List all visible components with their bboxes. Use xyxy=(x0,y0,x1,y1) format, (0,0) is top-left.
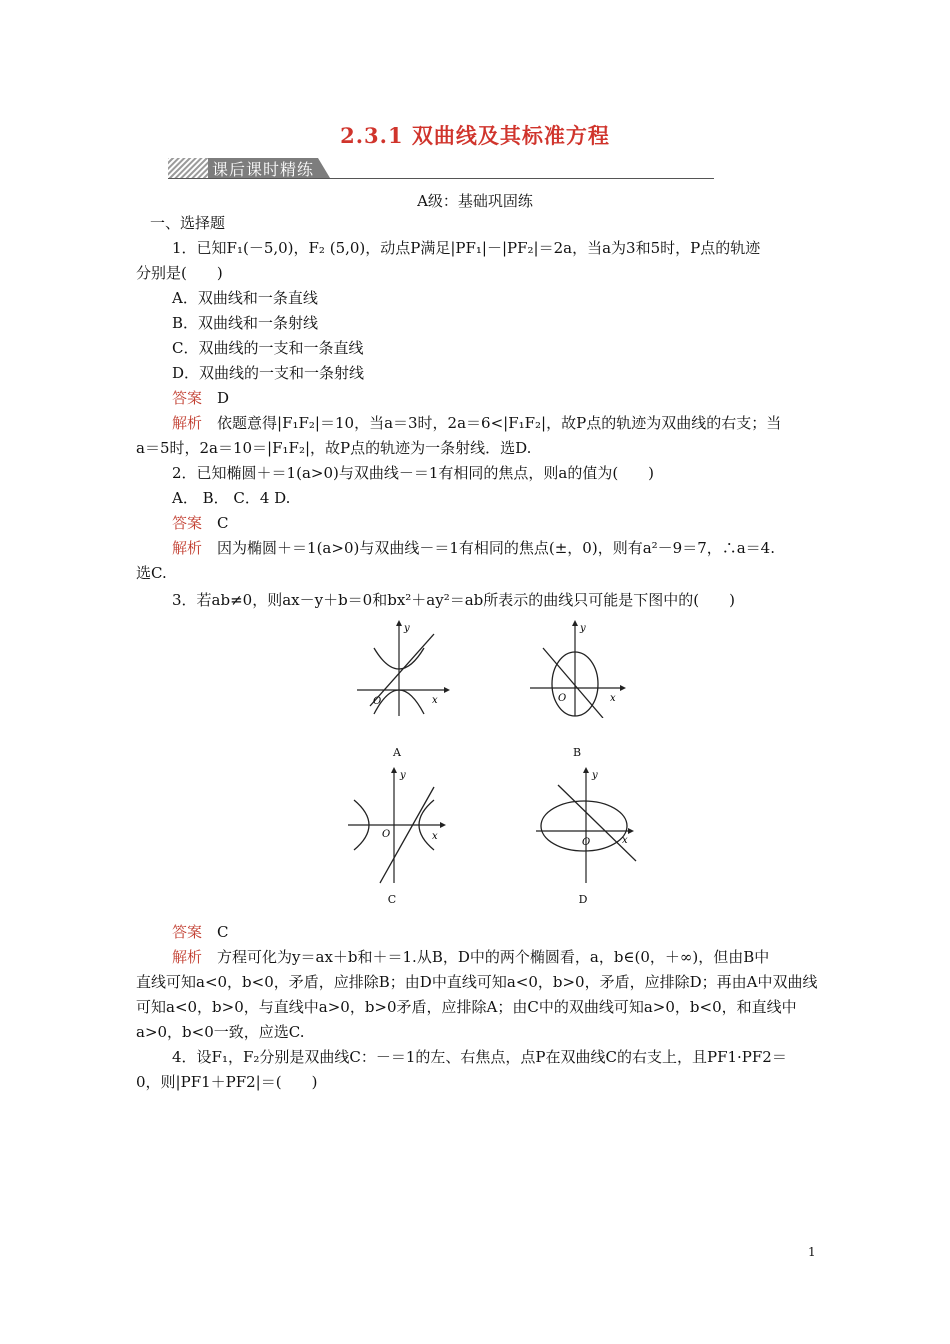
figure-c-label: C xyxy=(387,893,397,906)
svg-text:O: O xyxy=(558,693,567,704)
figure-a-label: A xyxy=(393,746,401,759)
q1-option-d: D．双曲线的一支和一条射线 xyxy=(172,364,365,382)
q3-stem: 3．若ab≠0，则ax－y＋b＝0和bx²＋ay²＝ab所表示的曲线只可能是下图中的( ) xyxy=(172,591,735,609)
q1-analysis: 解析 依题意得|F₁F₂|＝10，当a＝3时，2a＝6<|F₁F₂|，故P点的轨迹为双曲线的右支；当 xyxy=(172,414,782,432)
q3-analysis: 解析 方程可化为y＝ax＋b和＋＝1.从B，D中的两个椭圆看，a，b∈(0，＋∞)，但由B中 xyxy=(172,948,770,966)
banner-label: 课后课时精练 xyxy=(212,160,315,179)
figure-b-label: B xyxy=(572,746,582,759)
q1-option-a: A．双曲线和一条直线 xyxy=(172,289,318,307)
figure-a-origin-label: O xyxy=(373,696,382,707)
svg-text:x: x xyxy=(622,835,628,846)
q4-stem: 4．设F₁，F₂分别是双曲线C：－＝1的左、右焦点，点P在双曲线C的右支上，且PF1·PF2＝ xyxy=(172,1048,787,1066)
figure-c-hyperbola-graph xyxy=(344,765,454,885)
figure-a-hyperbola-graph xyxy=(352,618,452,718)
q1-option-c: C．双曲线的一支和一条直线 xyxy=(172,339,364,357)
answer-label: 答案 xyxy=(172,389,203,407)
figure-a-x-label: x xyxy=(432,695,438,706)
q1-option-b: B．双曲线和一条射线 xyxy=(172,314,319,332)
q3-analysis-cont-1: 直线可知a<0，b<0，矛盾，应排除B；由D中直线可知a<0，b>0，矛盾，应排除D；再由A中双曲线 xyxy=(136,973,818,991)
q4-stem-cont: 0，则|PF1＋PF2|＝( ) xyxy=(136,1073,318,1091)
q2-answer: 答案 C xyxy=(172,514,229,532)
q3-analysis-cont-2: 可知a<0，b>0，与直线中a>0，b>0矛盾，应排除A；由C中的双曲线可知a>0，b<0，和直线中 xyxy=(136,998,797,1016)
q2-options: A． B． C．4 D. xyxy=(172,489,291,507)
svg-text:x: x xyxy=(432,831,438,842)
figure-a-y-label: y xyxy=(404,623,410,634)
figure-d-ellipse-graph xyxy=(532,765,642,885)
figure-b-ellipse-graph xyxy=(528,618,628,718)
q1-analysis-cont: a＝5时，2a＝10＝|F₁F₂|，故P点的轨迹为一条射线．选D. xyxy=(136,439,532,457)
svg-text:y: y xyxy=(592,770,598,781)
section-heading: 一、选择题 xyxy=(150,214,226,232)
q1-answer: 答案 D xyxy=(172,389,230,407)
svg-text:O: O xyxy=(582,837,591,848)
q2-stem: 2．已知椭圆＋＝1(a>0)与双曲线－＝1有相同的焦点，则a的值为( ) xyxy=(172,464,655,482)
svg-text:O: O xyxy=(382,829,391,840)
svg-text:y: y xyxy=(580,623,586,634)
q3-answer: 答案 C xyxy=(172,923,229,941)
page-number: 1 xyxy=(808,1245,816,1259)
svg-text:y: y xyxy=(400,770,406,781)
q2-analysis: 解析 因为椭圆＋＝1(a>0)与双曲线－＝1有相同的焦点(±，0)，则有a²－9＝7，∴a＝4. xyxy=(172,539,775,557)
level-heading: A级：基础巩固练 xyxy=(417,192,533,210)
q1-stem-cont: 分别是( ) xyxy=(136,264,223,282)
q2-analysis-cont: 选C. xyxy=(136,564,167,582)
q1-stem: 1．已知F₁(－5,0)，F₂ (5,0)，动点P满足|PF₁|－|PF₂|＝2a，当a为3和5时，P点的轨迹 xyxy=(172,239,761,257)
q3-analysis-cont-3: a>0，b<0一致，应选C. xyxy=(136,1023,305,1041)
analysis-label: 解析 xyxy=(172,414,203,432)
page-title: 2.3.1 双曲线及其标准方程 xyxy=(340,123,610,148)
figure-d-label: D xyxy=(578,893,588,906)
svg-text:x: x xyxy=(610,693,616,704)
